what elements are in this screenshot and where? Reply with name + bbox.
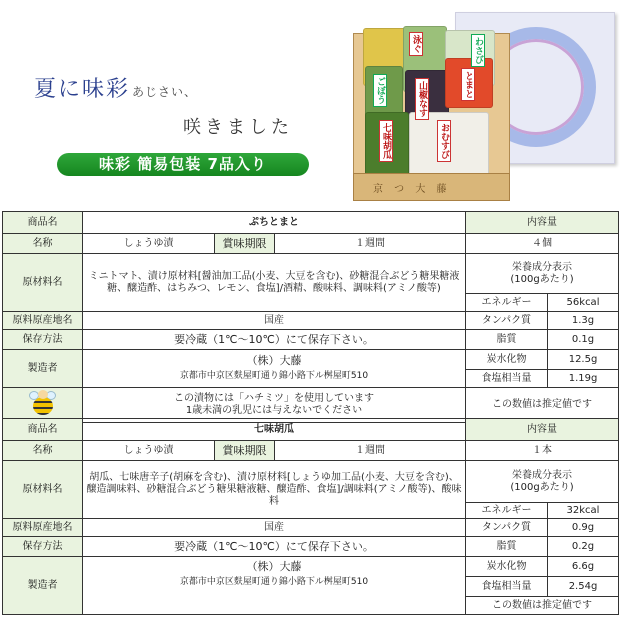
nutrition-key: 炭水化物 bbox=[466, 557, 548, 577]
ingredients-label: 原材料名 bbox=[3, 254, 83, 312]
expiry-label: 賞味期限 bbox=[215, 234, 275, 254]
ingredients-label: 原材料名 bbox=[3, 461, 83, 519]
name-value: しょうゆ漬 bbox=[83, 441, 215, 461]
package-label: わさび bbox=[471, 34, 485, 67]
maker-name: （株）大藤 bbox=[246, 560, 302, 573]
maker-label: 製造者 bbox=[3, 350, 83, 388]
honey-note-line2: 1歳未満の乳児には与えないでください bbox=[185, 405, 363, 416]
nutrition-title: 栄養成分表示 bbox=[512, 261, 573, 273]
nutrition-key: 脂質 bbox=[466, 330, 548, 350]
storage-label: 保存方法 bbox=[3, 330, 83, 350]
nutrition-key: タンパク質 bbox=[466, 312, 548, 330]
nutrition-subtitle: (100gあたり) bbox=[510, 481, 574, 493]
expiry-label: 賞味期限 bbox=[215, 441, 275, 461]
nutrition-key: タンパク質 bbox=[466, 519, 548, 537]
maker-address: 京都市中京区麩屋町通り錦小路下ル桝屋町510 bbox=[179, 577, 369, 587]
nutrition-value: 0.2g bbox=[548, 537, 619, 557]
nutrition-value: 6.6g bbox=[548, 557, 619, 577]
nutrition-key: 食塩相当量 bbox=[466, 577, 548, 597]
package-label: 泳ぐ bbox=[409, 32, 423, 56]
name-label: 名称 bbox=[3, 234, 83, 254]
product-label: 商品名 bbox=[3, 212, 83, 234]
nutrition-subtitle: (100gあたり) bbox=[510, 273, 574, 285]
headline-line1 bbox=[34, 72, 197, 103]
nutrition-key: エネルギー bbox=[466, 503, 548, 519]
headline-small-text: あじさい、 bbox=[132, 85, 198, 99]
nutrition-value: 12.5g bbox=[548, 350, 619, 370]
hero-banner bbox=[0, 0, 620, 205]
package-label: 七味胡瓜 bbox=[379, 120, 393, 162]
product-label: 商品名 bbox=[3, 419, 83, 441]
ingredients-value: ミニトマト、漬け原材料[醤油加工品(小麦、大豆を含む)、砂糖混合ぶどう糖果糖液糖、醸造酢、はちみつ、レモン、食塩]/酒精、酸味料、調味料(アミノ酸等) bbox=[83, 254, 466, 312]
name-label: 名称 bbox=[3, 441, 83, 461]
nutrition-key: 炭水化物 bbox=[466, 350, 548, 370]
product-spec-table-2 bbox=[2, 418, 619, 615]
ingredients-value: 胡瓜、七味唐辛子(胡麻を含む)、漬け原材料[しょうゆ加工品(小麦、大豆を含む)、醸造調味料、砂糖混合ぶどう糖果糖液糖、醸造酢、食塩]/調味料(アミノ酸等)、酸味料 bbox=[83, 461, 466, 519]
maker-value bbox=[83, 350, 466, 388]
storage-value: 要冷蔵（1℃～10℃）にて保存下さい。 bbox=[83, 330, 466, 350]
name-value: しょうゆ漬 bbox=[83, 234, 215, 254]
maker-value bbox=[83, 557, 466, 615]
nutrition-value: 0.9g bbox=[548, 519, 619, 537]
expiry-value: １週間 bbox=[275, 441, 466, 461]
maker-address: 京都市中京区麩屋町通り錦小路下ル桝屋町510 bbox=[179, 371, 369, 381]
origin-label: 原料原産地名 bbox=[3, 312, 83, 330]
headline-line2: 咲きました bbox=[183, 117, 293, 138]
nutrition-header bbox=[466, 254, 619, 294]
origin-label: 原料原産地名 bbox=[3, 519, 83, 537]
nutrition-key: エネルギー bbox=[466, 294, 548, 312]
product-name: 七味胡瓜 bbox=[83, 419, 466, 441]
package-badge: 味彩 簡易包装 7品入り bbox=[57, 153, 309, 176]
nutrition-value: 2.54g bbox=[548, 577, 619, 597]
gift-box-print: 京 つ 大 藤 bbox=[373, 184, 451, 195]
nutrition-title: 栄養成分表示 bbox=[512, 469, 572, 481]
nutrition-value: 1.3g bbox=[548, 312, 619, 330]
nutrition-value: 32kcal bbox=[548, 503, 619, 519]
capacity-value: １本 bbox=[466, 441, 619, 461]
product-name: ぷちとまと bbox=[83, 212, 466, 234]
origin-value: 国産 bbox=[83, 519, 466, 537]
product-spec-table-1 bbox=[2, 211, 619, 423]
nutrition-value: 1.19g bbox=[548, 370, 619, 388]
nutrition-header bbox=[466, 461, 619, 503]
expiry-value: １週間 bbox=[275, 234, 466, 254]
nutrition-value: 0.1g bbox=[548, 330, 619, 350]
package-label: おむすび bbox=[437, 120, 451, 162]
capacity-value: ４個 bbox=[466, 234, 619, 254]
storage-value: 要冷蔵（1℃～10℃）にて保存下さい。 bbox=[83, 537, 466, 557]
maker-label: 製造者 bbox=[3, 557, 83, 615]
package-label: ごぼう bbox=[373, 74, 387, 107]
estimate-note: この数値は推定値です bbox=[466, 388, 619, 423]
headline-main-text: 夏に味彩 bbox=[34, 77, 131, 102]
bee-icon bbox=[29, 388, 57, 418]
package-label: とまと bbox=[461, 68, 475, 101]
product-photo bbox=[345, 8, 620, 205]
nutrition-value: 56kcal bbox=[548, 294, 619, 312]
package-label: 山椒なす bbox=[415, 78, 429, 120]
honey-note-line1: この漬物には「ハチミツ」を使用しています bbox=[174, 393, 374, 404]
estimate-note: この数値は推定値です bbox=[466, 597, 619, 615]
capacity-label: 内容量 bbox=[466, 212, 619, 234]
nutrition-key: 食塩相当量 bbox=[466, 370, 548, 388]
maker-name: （株）大藤 bbox=[246, 354, 302, 367]
nutrition-key: 脂質 bbox=[466, 537, 548, 557]
storage-label: 保存方法 bbox=[3, 537, 83, 557]
origin-value: 国産 bbox=[83, 312, 466, 330]
capacity-label: 内容量 bbox=[466, 419, 619, 441]
